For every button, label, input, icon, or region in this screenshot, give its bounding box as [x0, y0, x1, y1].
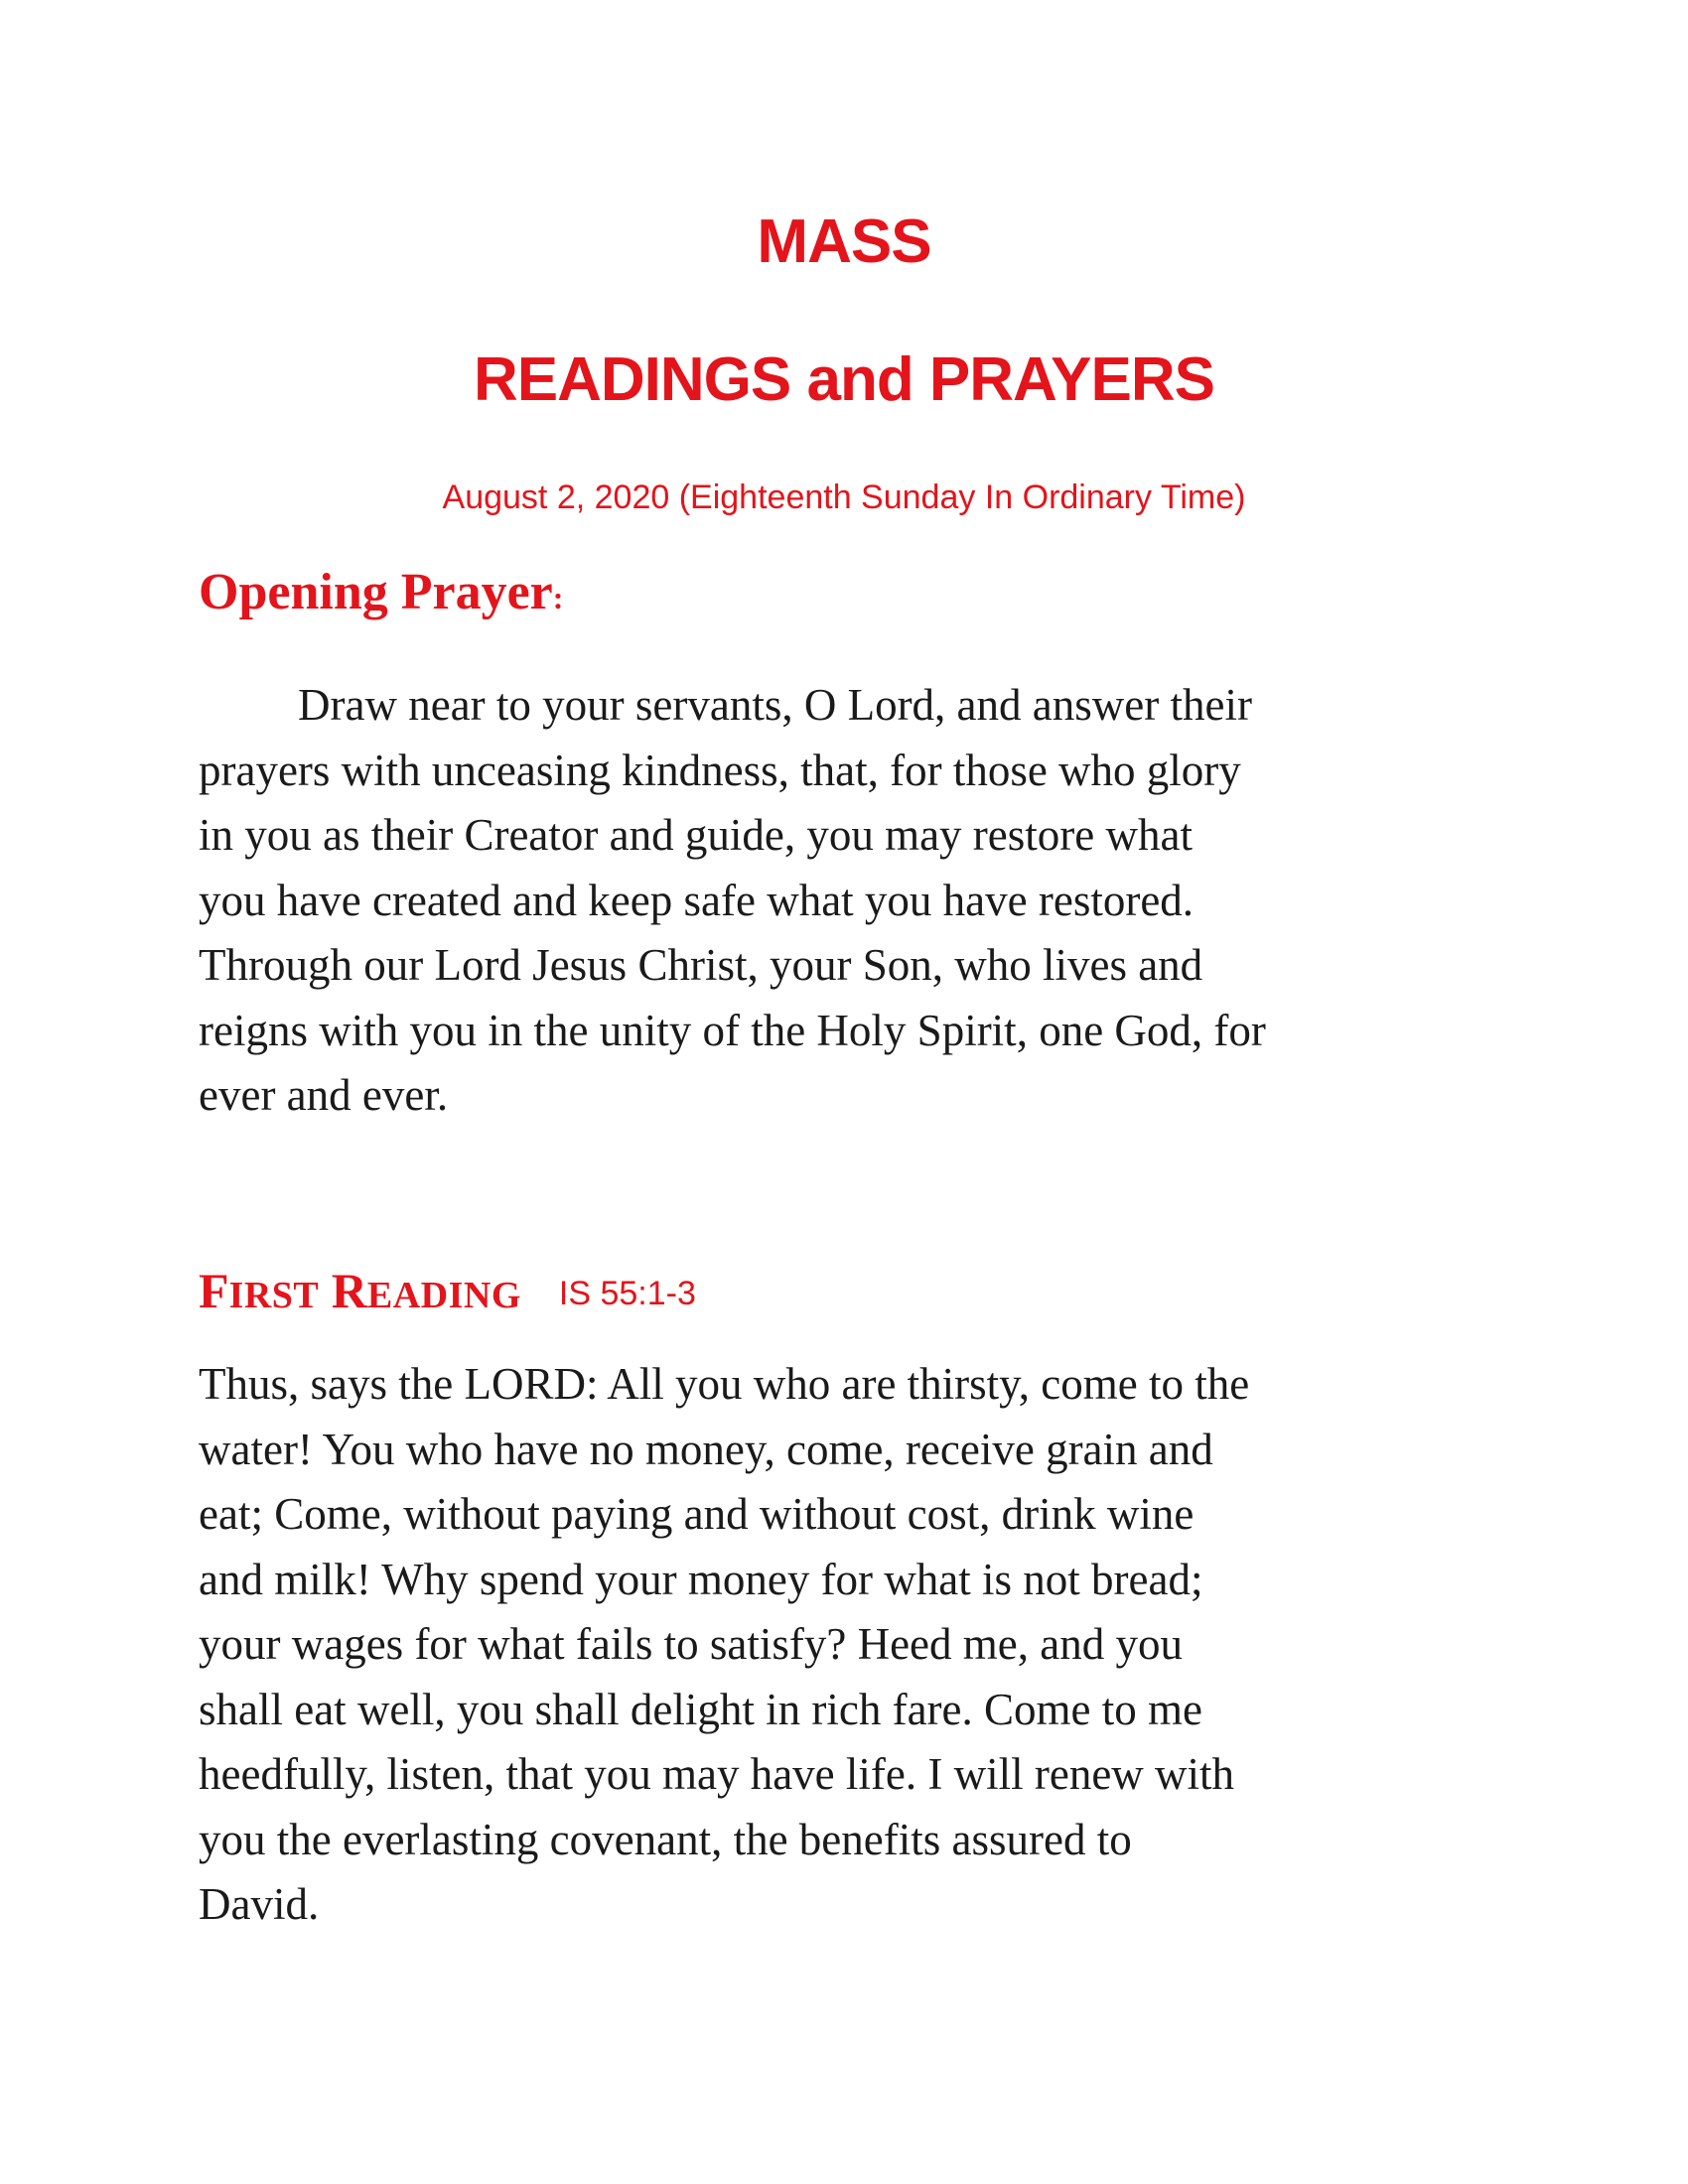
first-reading-line: and milk! Why spend your money for what is not bread;: [199, 1554, 1203, 1604]
opening-prayer-line: [199, 673, 1509, 739]
opening-prayer-line: prayers with unceasing kindness, that, for those who glory: [199, 745, 1241, 795]
first-reading-citation: IS 55:1-3: [558, 1275, 696, 1312]
first-reading-line: heedfully, listen, that you may have life. I will renew with: [199, 1749, 1235, 1799]
opening-prayer-heading-colon: :: [552, 580, 564, 615]
document-title: MASS: [757, 207, 931, 276]
first-reading-line: water! You who have no money, come, receive grain and: [199, 1424, 1213, 1474]
mass-date: August 2, 2020 (Eighteenth Sunday In Ordinary Time): [442, 478, 1246, 516]
opening-prayer-line: ever and ever.: [199, 1070, 449, 1120]
opening-prayer-heading: [199, 561, 563, 629]
opening-prayer-line-text: Draw near to your servants, O Lord, and answer their: [298, 680, 1252, 730]
first-reading-text: [199, 1352, 1509, 1938]
first-reading-line: your wages for what fails to satisfy? Heed me, and you: [199, 1619, 1183, 1669]
first-reading-heading-rest-2: EADING: [366, 1275, 521, 1316]
first-reading-line: David.: [199, 1879, 320, 1929]
opening-prayer-heading-text: Opening Prayer: [199, 564, 553, 620]
opening-prayer-text: [199, 673, 1509, 1129]
opening-prayer-line: in you as their Creator and guide, you may restore what: [199, 810, 1193, 860]
first-reading-heading-rest-1: IRST: [228, 1275, 320, 1316]
document-subtitle: READINGS and PRAYERS: [474, 345, 1214, 414]
first-reading-line: you the everlasting covenant, the benefits assured to: [199, 1814, 1132, 1864]
first-reading-line: shall eat well, you shall delight in rich fare. Come to me: [199, 1684, 1202, 1734]
first-reading-heading-initial-f: F: [199, 1263, 229, 1318]
opening-prayer-line: Through our Lord Jesus Christ, your Son, who lives and: [199, 940, 1203, 990]
opening-prayer-line: reigns with you in the unity of the Holy Spirit, one God, for: [199, 1005, 1266, 1055]
first-reading-heading-initial-r: R: [331, 1263, 367, 1318]
first-reading-heading: [199, 1261, 696, 1326]
opening-prayer-line: you have created and keep safe what you have restored.: [199, 875, 1195, 925]
first-reading-line: Thus, says the LORD: All you who are thirsty, come to the: [199, 1359, 1250, 1409]
first-reading-line: eat; Come, without paying and without cost, drink wine: [199, 1489, 1195, 1539]
